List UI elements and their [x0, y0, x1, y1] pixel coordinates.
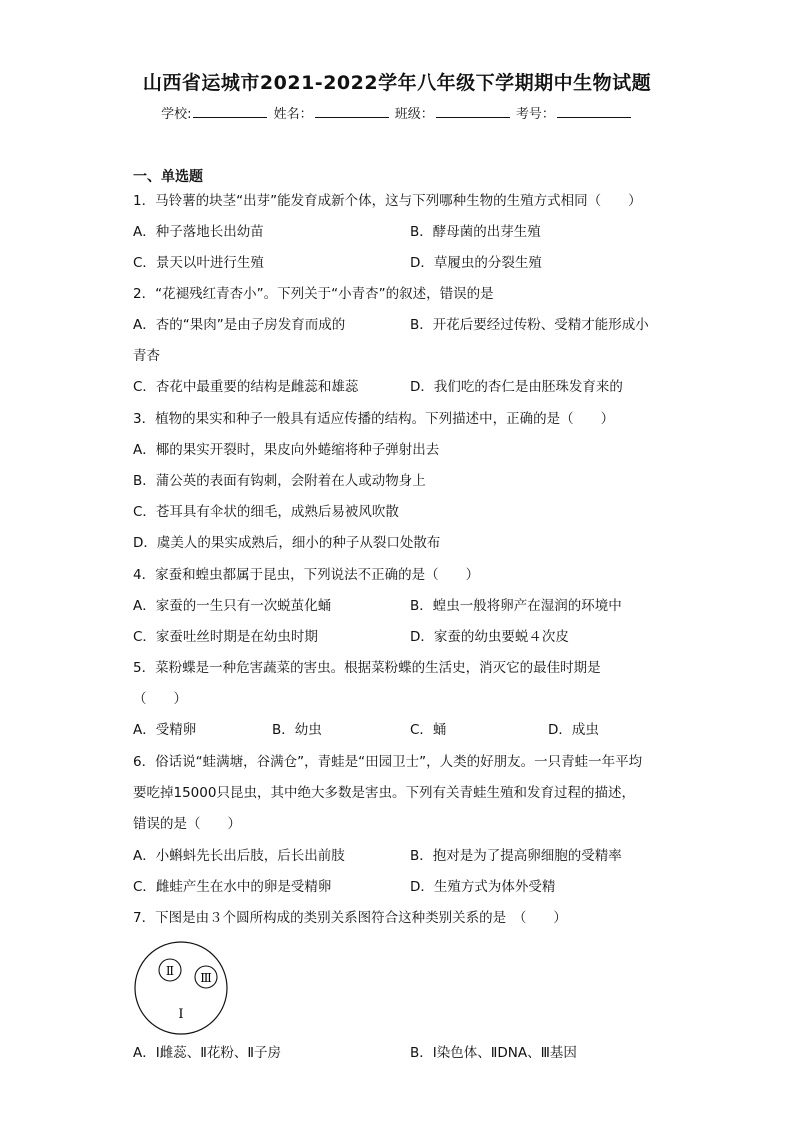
- label-i: Ⅰ: [178, 1007, 184, 1022]
- q6-option-c: C．雌蛙产生在水中的卵是受精卵: [133, 879, 332, 895]
- q2-option-b: B．开花后要经过传粉、受精才能形成小: [410, 317, 649, 333]
- q4-option-d: D．家蚕的幼虫要蜕４次皮: [410, 629, 569, 645]
- q7-option-b: B．Ⅰ染色体、ⅡDNA、Ⅲ基因: [410, 1045, 577, 1061]
- q5-option-d: D．成虫: [548, 722, 599, 738]
- name-blank[interactable]: [315, 105, 389, 118]
- q3-option-b: B．蒲公英的表面有钩刺，会附着在人或动物身上: [133, 473, 426, 489]
- q6-option-b: B．抱对是为了提高卵细胞的受精率: [410, 848, 622, 864]
- question-5-stem-continued: （ ）: [133, 691, 187, 707]
- q5-option-c: C．蛹: [410, 722, 447, 738]
- school-blank[interactable]: [193, 105, 267, 118]
- q6-option-d: D．生殖方式为体外受精: [410, 879, 556, 895]
- name-label: 姓名：: [273, 107, 313, 122]
- q4-option-a: A．家蚕的一生只有一次蜕茧化蛹: [133, 598, 332, 614]
- q4-option-c: C．家蚕吐丝时期是在幼虫时期: [133, 629, 318, 645]
- question-4-stem: 4．家蚕和蝗虫都属于昆虫，下列说法不正确的是（ ）: [133, 567, 480, 583]
- section-title: 一、单选题: [133, 169, 203, 185]
- question-6-stem: 6．俗话说“蛙满塘，谷满仓”，青蛙是“田园卫士”，人类的好朋友。一只青蛙一年平均: [133, 754, 643, 770]
- class-blank[interactable]: [436, 105, 510, 118]
- q5-option-b: B．幼虫: [272, 722, 322, 738]
- question-6-stem-line3: 错误的是（ ）: [133, 816, 241, 832]
- q5-option-a: A．受精卵: [133, 722, 197, 738]
- question-6-stem-line2: 要吃掉15000只昆虫，其中绝大多数是害虫。下列有关青蛙生殖和发育过程的描述，: [133, 785, 635, 801]
- exam-no-blank[interactable]: [557, 105, 631, 118]
- question-5-stem: 5．菜粉蝶是一种危害蔬菜的害虫。根据菜粉蝶的生活史，消灭它的最佳时期是: [133, 660, 601, 676]
- label-iii: Ⅲ: [200, 971, 212, 985]
- label-ii: Ⅱ: [165, 964, 175, 978]
- student-info-line: [0, 103, 794, 122]
- q1-option-a: A．种子落地长出幼苗: [133, 224, 264, 240]
- q3-option-a: A．椰的果实开裂时，果皮向外蜷缩将种子弹射出去: [133, 442, 440, 458]
- q7-option-a: A．Ⅰ雌蕊、Ⅱ花粉、Ⅱ子房: [133, 1045, 282, 1061]
- q2-option-d: D．我们吃的杏仁是由胚珠发育来的: [410, 379, 623, 395]
- q6-option-a: A．小蝌蚪先长出后肢，后长出前肢: [133, 848, 345, 864]
- question-1-stem: 1．马铃薯的块茎“出芽”能发育成新个体，这与下列哪种生物的生殖方式相同（ ）: [133, 193, 642, 209]
- question-2-stem: 2．“花褪残红青杏小”。下列关于“小青杏”的叙述，错误的是: [133, 286, 494, 302]
- category-relation-diagram: [133, 940, 229, 1036]
- q2-option-a: A．杏的“果肉”是由子房发育而成的: [133, 317, 346, 333]
- q3-option-d: D．虞美人的果实成熟后，细小的种子从裂口处散布: [133, 535, 441, 551]
- q4-option-b: B．蝗虫一般将卵产在湿润的环境中: [410, 598, 622, 614]
- exam-no-label: 考号：: [515, 107, 555, 122]
- class-label: 班级：: [394, 107, 434, 122]
- q3-option-c: C．苍耳具有伞状的细毛，成熟后易被风吹散: [133, 504, 399, 520]
- question-7-stem: 7．下图是由３个圆所构成的类别关系图符合这种类别关系的是 （ ）: [133, 910, 567, 926]
- page-title: 山西省运城市2021-2022学年八年级下学期期中生物试题: [142, 72, 652, 94]
- q1-option-b: B．酵母菌的出芽生殖: [410, 224, 541, 240]
- question-3-stem: 3．植物的果实和种子一般具有适应传播的结构。下列描述中，正确的是（ ）: [133, 411, 615, 427]
- q2-option-c: C．杏花中最重要的结构是雌蕊和雄蕊: [133, 379, 359, 395]
- q1-option-c: C．景天以叶进行生殖: [133, 255, 264, 271]
- school-label: 学校:: [161, 107, 192, 122]
- q1-option-d: D．草履虫的分裂生殖: [410, 255, 542, 271]
- q2-option-b-continued: 青杏: [133, 348, 160, 364]
